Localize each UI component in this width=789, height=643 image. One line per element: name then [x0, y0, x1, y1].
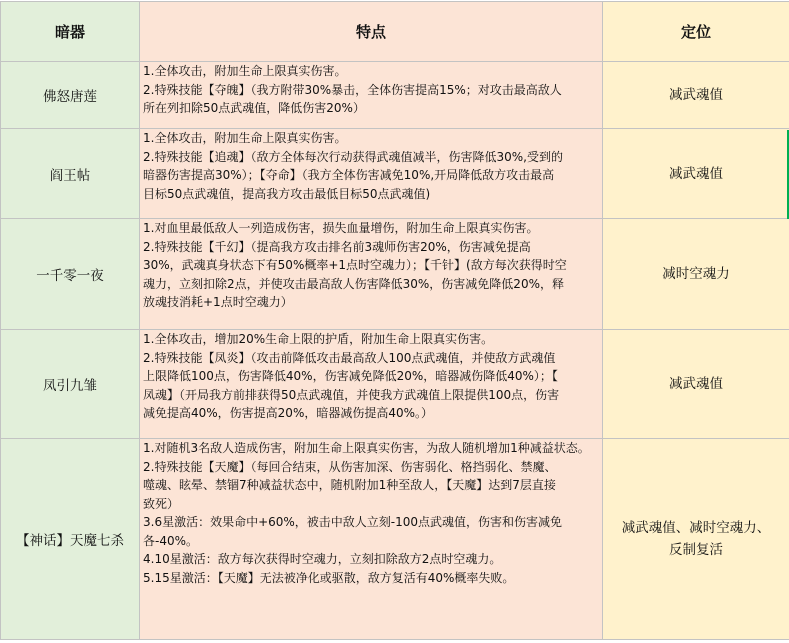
position-cell: [603, 330, 789, 439]
header-features: 特点: [140, 2, 603, 62]
position-cell: [603, 219, 789, 330]
weapon-name: 一千零一夜: [1, 219, 140, 330]
table-row: [1, 219, 789, 330]
position-text: 减武魂值: [669, 165, 723, 182]
position-cell: [603, 129, 789, 219]
feature-line: 目标50点武魂值，提高我方攻击最低目标50点武魂值): [143, 186, 431, 201]
feature-line: 1.全体攻击，增加20%生命上限的护盾，附加生命上限真实伤害。: [143, 332, 494, 346]
position-text: 减武魂值: [669, 376, 723, 392]
table-row: [1, 330, 789, 439]
feature-line: 减免提高40%，伤害提高20%，暗器减伤提高40%。）: [143, 406, 434, 420]
feature-line: 致死）: [143, 496, 180, 511]
position-text: 减武魂值、减时空魂力、: [621, 520, 771, 536]
feature-line: 各-40%。: [143, 533, 199, 548]
weapon-name: 阎王帖: [1, 129, 140, 219]
features-cell: [140, 330, 603, 439]
features-cell: [140, 129, 603, 219]
feature-line: 所在列扣除50点武魂值，降低伤害20%）: [143, 101, 365, 115]
features-cell: [140, 62, 603, 129]
feature-line: 暗器伤害提高30%）；【夺命】（我方全体伤害减免10%,开局降低敌方攻击最高: [143, 168, 555, 182]
feature-line: 上限降低100点，伤害降低40%，伤害减免降低20%，暗器减伤降低40%）；【: [143, 369, 558, 383]
feature-line: 放魂技消耗+1点时空魂力）: [143, 295, 293, 309]
feature-line: 2.特殊技能【追魂】（敌方全体每次行动获得武魂值减半，伤害降低30%,受到的: [143, 149, 563, 164]
feature-line: 1.对随机3名敌人造成伤害，附加生命上限真实伤害，为敌人随机增加1种减益状态。: [143, 441, 590, 455]
position-cell: [603, 439, 789, 640]
feature-line: 2.特殊技能【凤炎】（攻击前降低攻击最高敌人100点武魂值，并使敌方武魂值: [143, 350, 556, 365]
position-text: 反制复活: [669, 542, 723, 558]
weapon-name: 【神话】天魔七杀: [1, 439, 140, 640]
feature-line: 1.对血里最低敌人一列造成伤害，损失血量增伤，附加生命上限真实伤害。: [143, 221, 539, 235]
feature-line: 30%，武魂真身状态下有50%概率+1点时空魂力）；【千针】(敌方每次获得时空: [143, 258, 567, 272]
header-position: 定位: [603, 2, 789, 62]
feature-line: 3.6星激活：效果命中+60%，被击中敌人立刻-100点武魂值，伤害和伤害减免: [143, 515, 563, 529]
header-weapon: 暗器: [1, 2, 140, 62]
feature-line: 凤魂】（开局我方前排获得50点武魂值，并使我方武魂值上限提供100点，伤害: [143, 387, 560, 402]
position-cell: [603, 62, 789, 129]
feature-line: 2.特殊技能【千幻】（提高我方攻击排名前3魂师伤害20%，伤害减免提高: [143, 239, 531, 254]
header-row: [1, 2, 789, 62]
feature-line: 噬魂、眩晕、禁锢7种减益状态中，随机附加1种至敌人，【天魔】达到7层直接: [143, 478, 556, 492]
table-row: [1, 129, 789, 219]
weapon-name: 佛怒唐莲: [1, 62, 140, 129]
feature-line: 4.10星激活：敌方每次获得时空魂力，立刻扣除敌方2点时空魂力。: [143, 552, 502, 566]
feature-line: 1.全体攻击，附加生命上限真实伤害。: [143, 131, 347, 145]
feature-line: 魂力，立刻扣除2点，并使攻击最高敌人伤害降低30%，伤害减免降低20%，释: [143, 276, 564, 291]
feature-line: 1.全体攻击，附加生命上限真实伤害。: [143, 64, 347, 78]
feature-line: 2.特殊技能【夺魄】（我方附带30%暴击，全体伤害提高15%；对攻击最高敌人: [143, 82, 562, 97]
features-cell: [140, 219, 603, 330]
weapon-name: 凤引九雏: [1, 330, 140, 439]
position-text: 减时空魂力: [662, 266, 730, 282]
feature-line: 5.15星激活：【天魔】无法被净化或驱散，敌方复活有40%概率失败。: [143, 570, 515, 585]
table-row: [1, 439, 789, 640]
position-text: 减武魂值: [669, 87, 723, 103]
hidden-weapon-table: [0, 1, 789, 640]
table-row: [1, 62, 789, 129]
features-cell: [140, 439, 603, 640]
feature-line: 2.特殊技能【天魔】（每回合结束，从伤害加深、伤害弱化、格挡弱化、禁魔、: [143, 459, 557, 474]
